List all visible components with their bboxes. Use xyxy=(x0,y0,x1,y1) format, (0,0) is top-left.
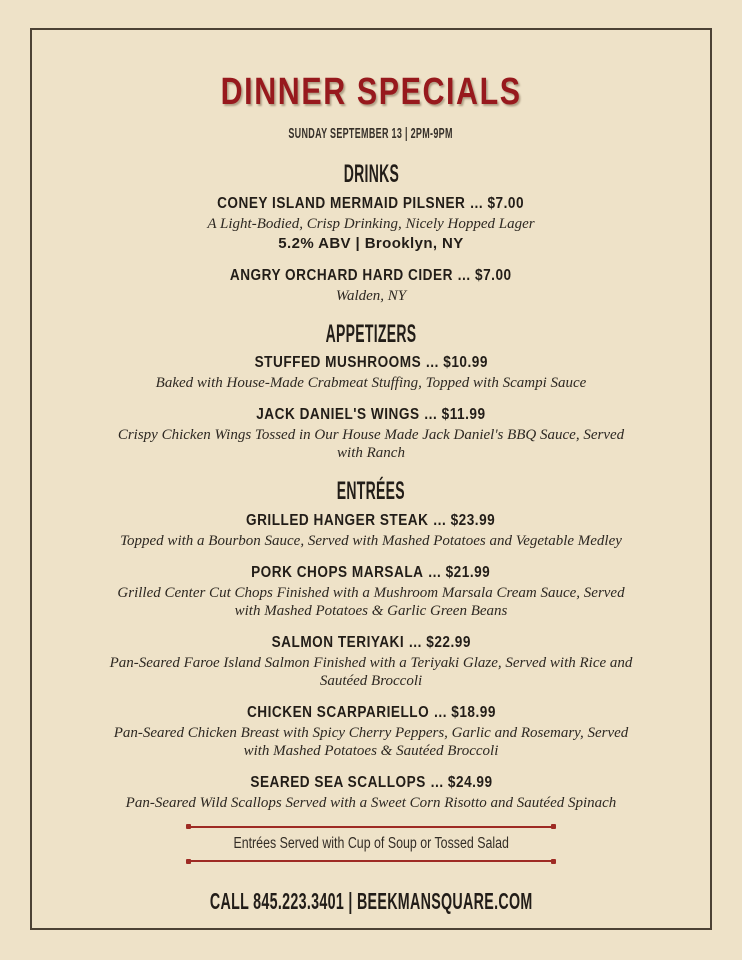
item-name: ANGRY ORCHARD HARD CIDER xyxy=(230,266,454,284)
menu-item-seared-sea-scallops xyxy=(32,773,710,812)
item-name: CHICKEN SCARPARIELLO xyxy=(246,703,429,721)
item-name: JACK DANIEL'S WINGS xyxy=(256,406,420,424)
section-header-drinks-text: DRINKS xyxy=(343,160,399,189)
entrees-note-box xyxy=(187,826,555,863)
note-line-cap xyxy=(551,859,556,864)
page-title xyxy=(32,72,710,114)
entrees-note-text: Entrées Served with Cup of Soup or Tossed Salad xyxy=(233,834,509,852)
item-price: $7.00 xyxy=(487,194,525,212)
item-name: SEARED SEA SCALLOPS xyxy=(249,773,426,791)
menu-item-stuffed-mushrooms xyxy=(32,353,710,392)
item-title-line xyxy=(32,563,710,583)
price-separator: … xyxy=(433,511,447,529)
menu-item-chicken-scarpariello xyxy=(32,703,710,760)
item-description: Baked with House-Made Crabmeat Stuffing, Topped with Scampi Sauce xyxy=(155,375,587,392)
menu-item-coney-island-pilsner xyxy=(32,194,710,253)
menu-item-jack-daniels-wings xyxy=(32,405,710,462)
item-title-line xyxy=(32,773,710,793)
note-row xyxy=(32,812,710,863)
item-title-line xyxy=(32,266,710,286)
menu-item-salmon-teriyaki xyxy=(32,633,710,690)
item-description: Pan-Seared Wild Scallops Served with a Sweet Corn Risotto and Sautéed Spinach xyxy=(125,794,617,811)
item-price: $24.99 xyxy=(447,773,493,791)
price-separator: … xyxy=(425,354,439,372)
price-separator: … xyxy=(432,703,447,721)
item-title-line xyxy=(32,633,710,653)
item-description: Crispy Chicken Wings Tossed in Our House Made Jack Daniel's BBQ Sauce, Served with Ranch xyxy=(117,427,625,462)
note-line-cap xyxy=(551,824,556,829)
note-line-cap xyxy=(186,824,191,829)
note-line-cap xyxy=(186,859,191,864)
item-description: Walden, NY xyxy=(335,287,407,304)
section-header-entrees xyxy=(32,478,710,506)
price-separator: … xyxy=(470,194,484,212)
item-name: CONEY ISLAND MERMAID PILSNER xyxy=(217,194,466,212)
item-title-line xyxy=(32,405,710,425)
price-separator: … xyxy=(428,563,442,581)
item-title-line xyxy=(32,353,710,373)
section-header-drinks xyxy=(32,161,710,189)
section-header-appetizers-text: APPETIZERS xyxy=(325,319,417,348)
item-price: $22.99 xyxy=(426,633,471,651)
menu-item-pork-chops-marsala xyxy=(32,563,710,620)
item-price: $7.00 xyxy=(475,266,512,284)
price-separator: … xyxy=(429,773,444,791)
item-title-line xyxy=(32,703,710,723)
item-title-line xyxy=(32,194,710,214)
item-price: $21.99 xyxy=(445,563,491,581)
schedule-row xyxy=(32,124,710,143)
page-title-text: DINNER SPECIALS xyxy=(220,71,522,113)
item-description: Topped with a Bourbon Sauce, Served with Mashed Potatoes and Vegetable Medley xyxy=(120,532,622,549)
item-price: $23.99 xyxy=(450,511,496,529)
item-description: A Light-Bodied, Crisp Drinking, Nicely Hopped Lager xyxy=(207,215,535,232)
section-header-appetizers xyxy=(32,321,710,349)
contact-footer-text: CALL 845.223.3401 | BEEKMANSQUARE.COM xyxy=(209,888,533,915)
item-description: Pan-Seared Faroe Island Salmon Finished with a Teriyaki Glaze, Served with Rice and Sautéed Broccoli xyxy=(109,654,633,689)
schedule-subtitle: SUNDAY SEPTEMBER 13 | 2PM-9PM xyxy=(288,125,454,142)
item-description: Grilled Center Cut Chops Finished with a Mushroom Marsala Cream Sauce, Served with Mashed Potatoes & Garlic Green Beans xyxy=(117,584,625,619)
item-name: GRILLED HANGER STEAK xyxy=(246,511,429,529)
item-description: Pan-Seared Chicken Breast with Spicy Cherry Peppers, Garlic and Rosemary, Served with Mashed Potatoes & Sautéed Broccoli xyxy=(113,724,629,759)
item-name: STUFFED MUSHROOMS xyxy=(254,354,421,372)
item-detail: 5.2% ABV | Brooklyn, NY xyxy=(278,234,464,252)
section-header-entrees-text: ENTRÉES xyxy=(336,477,406,506)
item-price: $10.99 xyxy=(443,354,488,372)
price-separator: … xyxy=(423,406,438,424)
price-separator: … xyxy=(457,266,472,284)
price-separator: … xyxy=(408,633,422,651)
item-title-line xyxy=(32,511,710,531)
item-price: $18.99 xyxy=(450,703,496,721)
menu-frame xyxy=(30,28,712,930)
item-price: $11.99 xyxy=(441,406,486,424)
menu-item-angry-orchard-cider xyxy=(32,266,710,305)
item-name: PORK CHOPS MARSALA xyxy=(251,563,424,581)
menu-item-grilled-hanger-steak xyxy=(32,511,710,550)
contact-footer xyxy=(32,888,710,914)
item-name: SALMON TERIYAKI xyxy=(271,633,404,651)
